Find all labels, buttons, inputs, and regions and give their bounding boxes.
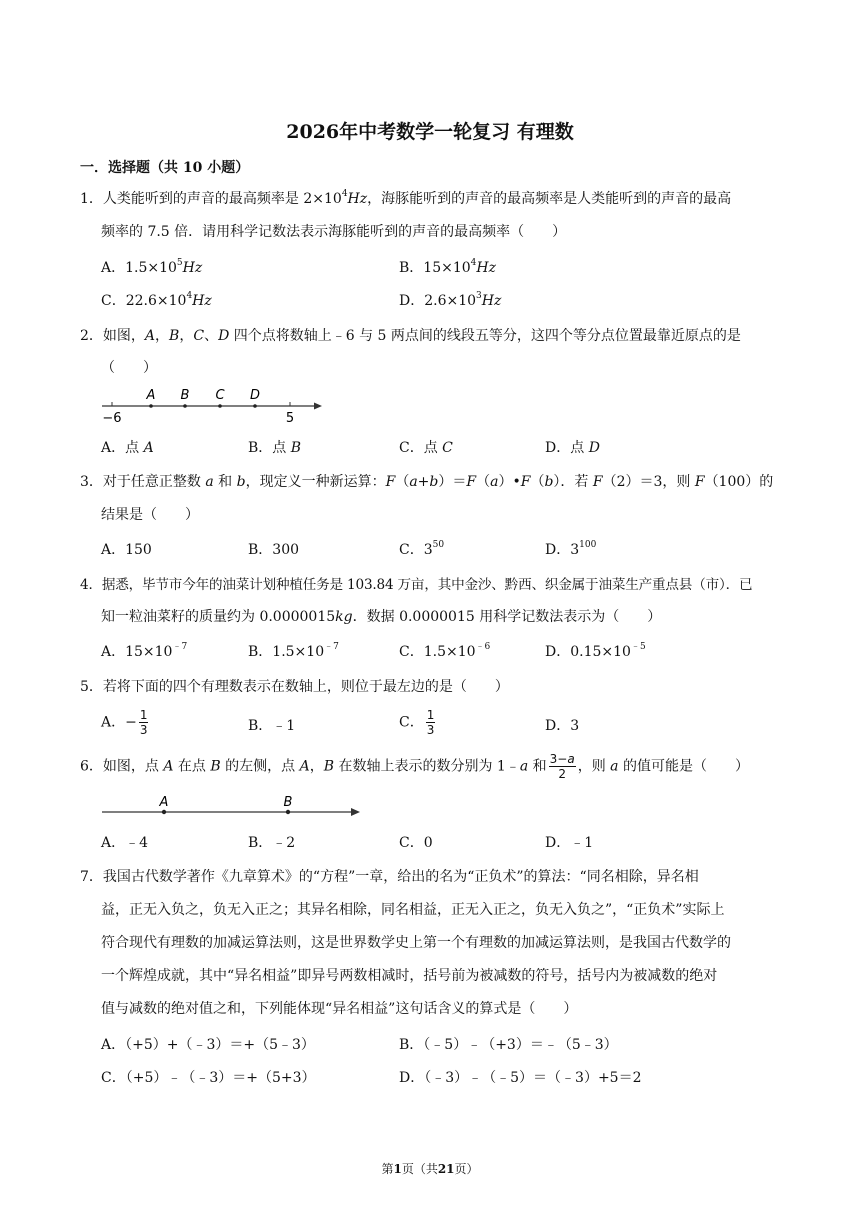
label-b: B (180, 388, 190, 403)
label-minus-6: −6 (102, 411, 122, 426)
question-7-line-3: 符合现代有理数的加减运算法则，这是世界数学史上第一个有理数的加减运算法则，是我国古代数学的 (101, 935, 731, 951)
question-4-line-1: 4．据悉，毕节市今年的油菜计划种植任务是 103.84 万亩，其中金沙、黔西、织金属于油菜生产重点县（市）．已 (80, 577, 753, 593)
point-b (286, 810, 290, 814)
q5-option-d: D．3 (545, 718, 580, 734)
q3-option-d: D．$3^{100}$ (545, 540, 597, 558)
arrow-head-icon (351, 808, 360, 816)
current-page-number: 1 (393, 1162, 402, 1176)
point-b (183, 404, 187, 408)
label-a: A (146, 388, 156, 403)
q6-option-b: B．﹣2 (248, 835, 296, 851)
question-7-line-4: 一个辉煌成就，其中“异名相益”即异号两数相减时，括号前为被减数的符号，括号内为被减数的绝对 (101, 968, 718, 984)
label-a: A (159, 795, 169, 810)
q2-option-c: C．点 C (399, 440, 453, 456)
q3-option-b: B．300 (248, 542, 300, 558)
page-title: 2026年中考数学一轮复习 有理数 (286, 121, 574, 143)
q5-option-b: B．﹣1 (248, 718, 296, 734)
q3-option-c: C．$3^{50}$ (399, 540, 445, 558)
arrow-head-icon (314, 403, 322, 410)
q7-option-b: B．（﹣5）﹣（+3）＝﹣（5﹣3） (399, 1037, 618, 1053)
question-2-line-2: （ ） (101, 360, 157, 376)
q2-option-d: D．点 D (545, 440, 600, 456)
page-footer: 第1页（共21页） (381, 1162, 479, 1176)
question-7-line-5: 值与减数的绝对值之和，下列能体现“异名相益”这句话含义的算式是（ ） (101, 1001, 578, 1017)
q2-option-b: B．点 B (248, 440, 302, 456)
q5-option-a: A．− $\frac{1}{3}$ (101, 708, 148, 737)
label-b: B (283, 795, 293, 810)
question-1-line-1: 1．人类能听到的声音的最高频率是 $2\times 10^4Hz$，海豚能听到的声音的最高频率是人类能听到的声音的最高 (80, 189, 732, 207)
question-3-line-1: 3．对于任意正整数 a 和 b，现定义一种新运算：F（a+b）＝F（a）•F（b）．若 F（2）＝3，则 F（100）的 (80, 474, 774, 490)
q4-option-a: A．$15\times 10^{﹣7}$ (101, 642, 188, 660)
question-6-line-1: 6．如图，点 A 在点 B 的左侧，点 A，B 在数轴上表示的数分别为 1﹣a 和 $\frac{3-a}{2}$ ，则 a 的值可能是（ ） (80, 752, 749, 781)
q1-option-a: A．$1.5\times 10^5Hz$ (101, 258, 203, 276)
q3-option-a: A．150 (101, 542, 152, 558)
q4-option-c: C．$1.5\times 10^{﹣6}$ (399, 642, 491, 660)
q1-option-c: C．$22.6\times 10^4Hz$ (101, 291, 212, 309)
label-c: C (215, 388, 225, 403)
question-7-line-2: 益，正无入负之，负无入正之；其异名相除，同名相益，正无入正之，负无入负之”，“正负术”实际上 (101, 902, 725, 918)
q7-option-c: C．（+5）﹣（﹣3）＝+（5+3） (101, 1070, 316, 1086)
point-a (149, 404, 153, 408)
q4-option-d: D．$0.15\times 10^{﹣5}$ (545, 642, 646, 660)
question-7-line-1: 7．我国古代数学著作《九章算术》的“方程”一章，给出的名为“正负术”的算法：“同名相除，异名相 (80, 869, 699, 885)
q1-option-d: D．$2.6\times 10^3Hz$ (399, 291, 502, 309)
point-c (218, 404, 222, 408)
q6-number-line-figure (96, 794, 366, 824)
label-5: 5 (285, 411, 295, 426)
question-2-line-1: 2．如图，A，B，C、D 四个点将数轴上﹣6 与 5 两点间的线段五等分，这四个等分点位置最靠近原点的是 (80, 328, 741, 344)
label-d: D (249, 388, 261, 403)
point-a (162, 810, 166, 814)
q6-option-a: A．﹣4 (101, 835, 149, 851)
total-pages: 21 (437, 1162, 455, 1176)
question-3-line-2: 结果是（ ） (101, 507, 199, 523)
q4-option-b: B．$1.5\times 10^{﹣7}$ (248, 642, 339, 660)
question-1-line-2: 频率的 7.5 倍．请用科学记数法表示海豚能听到的声音的最高频率（ ） (101, 224, 567, 240)
q2-number-line-figure (96, 384, 328, 426)
section-heading: 一．选择题（共 10 小题） (80, 160, 250, 176)
question-5-line-1: 5．若将下面的四个有理数表示在数轴上，则位于最左边的是（ ） (80, 679, 509, 695)
point-d (253, 404, 257, 408)
question-4-line-2: 知一粒油菜籽的质量约为 0.0000015kg．数据 0.0000015 用科学记数法表示为（ ） (101, 609, 662, 625)
q6-option-d: D．﹣1 (545, 835, 594, 851)
q2-option-a: A．点 A (101, 440, 154, 456)
q6-option-c: C．0 (399, 835, 433, 851)
q5-option-c: C． $\frac{1}{3}$ (399, 708, 435, 737)
q7-option-a: A．（+5）+（﹣3）＝+（5﹣3） (101, 1037, 315, 1053)
q7-option-d: D．（﹣3）﹣（﹣5）＝（﹣3）+5＝2 (399, 1070, 642, 1086)
q1-option-b: B．$15\times 10^4Hz$ (399, 258, 496, 276)
